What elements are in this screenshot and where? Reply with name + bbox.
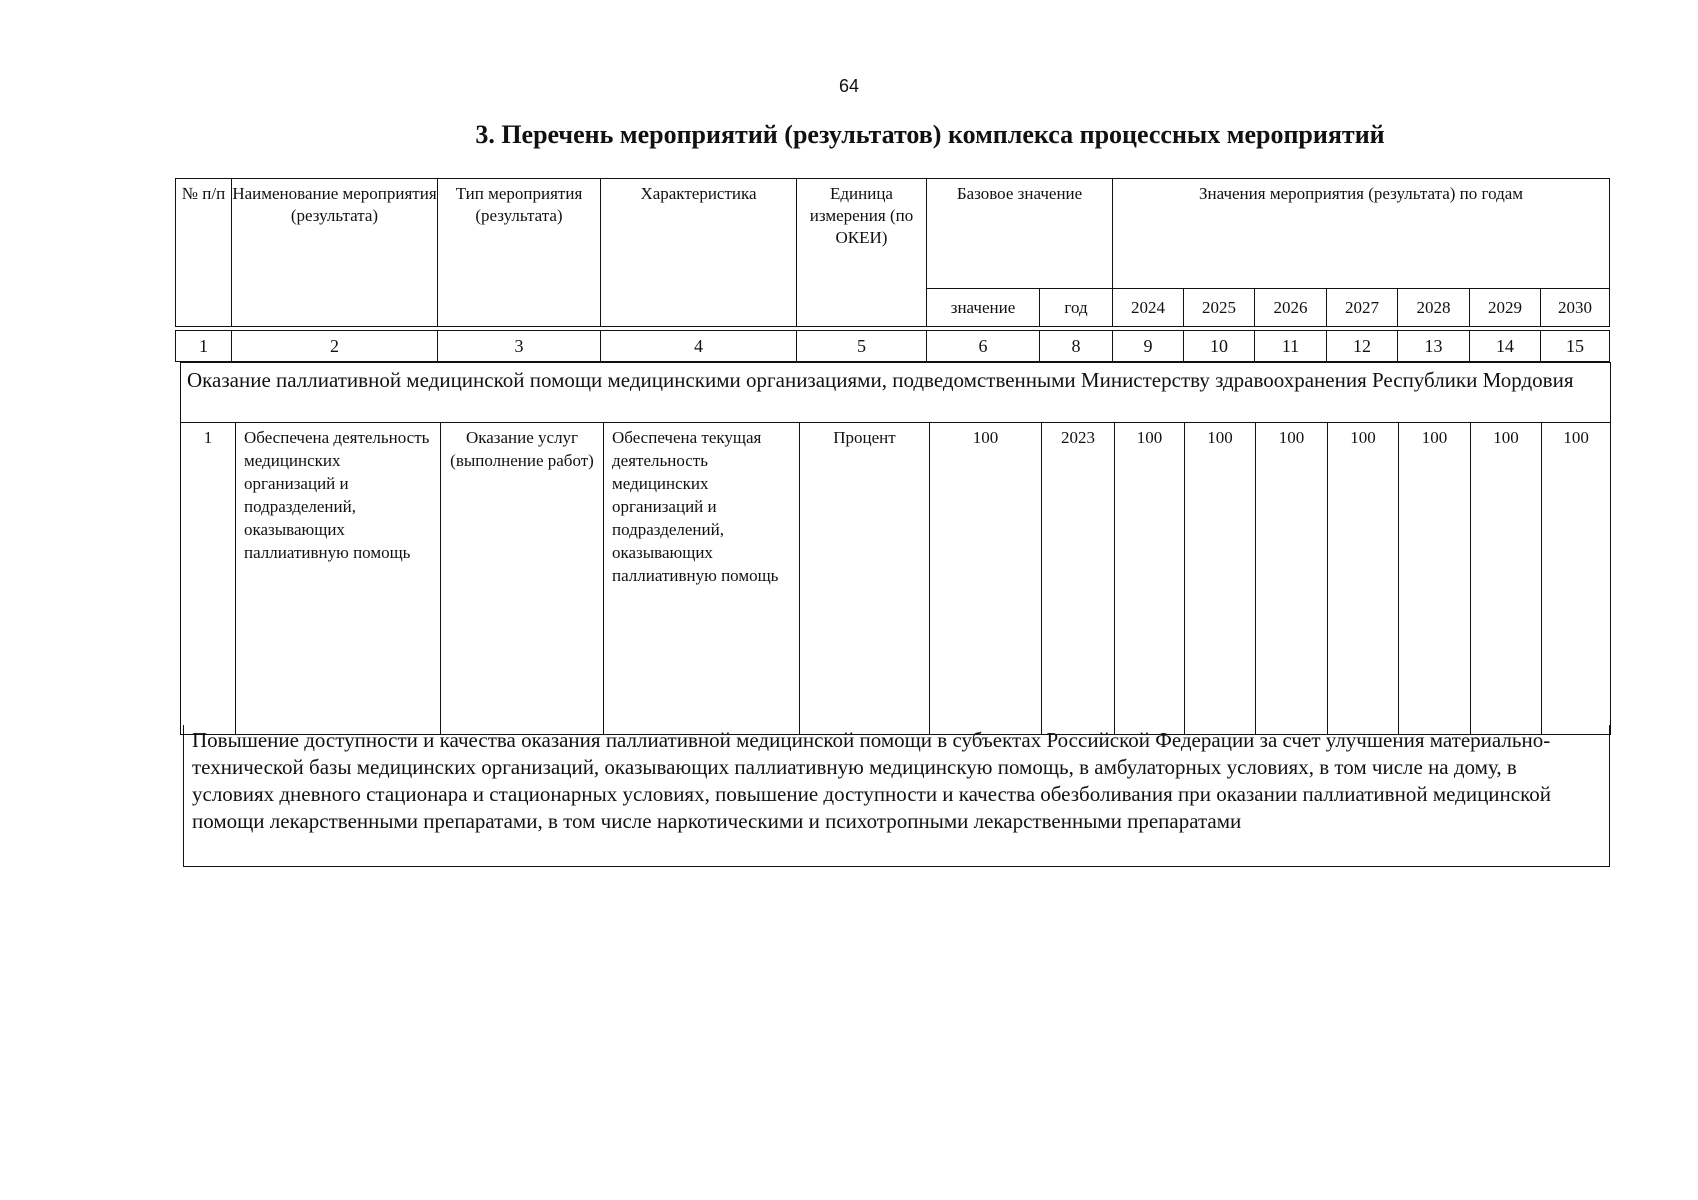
- header-year: 2024: [1113, 289, 1184, 327]
- column-number: 13: [1398, 331, 1470, 362]
- column-number: 6: [927, 331, 1040, 362]
- header-year: 2026: [1255, 289, 1327, 327]
- column-number: 2: [232, 331, 438, 362]
- column-number: 15: [1541, 331, 1610, 362]
- column-number: 9: [1113, 331, 1184, 362]
- header-num: № п/п: [176, 179, 232, 327]
- document-title: 3. Перечень мероприятий (результатов) комплекса процессных мероприятий: [475, 120, 1385, 149]
- table-header: [175, 178, 1610, 327]
- header-year: 2028: [1398, 289, 1470, 327]
- header-year: 2029: [1470, 289, 1541, 327]
- header-year: 2030: [1541, 289, 1610, 327]
- row-value-2030: 100: [1542, 423, 1611, 735]
- row-unit: Процент: [800, 423, 930, 735]
- row-value-2024: 100: [1115, 423, 1185, 735]
- row-num: 1: [181, 423, 236, 735]
- header-characteristic: Характеристика: [601, 179, 797, 327]
- row-characteristic: Обеспечена текущая деятельность медицинских организаций и подразделений, оказывающих паллиативную помощь: [604, 423, 800, 735]
- table-body: [180, 362, 1611, 735]
- row-value-2025: 100: [1185, 423, 1256, 735]
- header-year: 2027: [1327, 289, 1398, 327]
- header-year: 2025: [1184, 289, 1255, 327]
- column-number: 8: [1040, 331, 1113, 362]
- column-number: 12: [1327, 331, 1398, 362]
- header-base-sub-year: год: [1040, 289, 1113, 327]
- section-title: Оказание паллиативной медицинской помощи медицинскими организациями, подведомственными Министерству здравоохранения Республики Мордовия: [181, 363, 1611, 423]
- row-value-2026: 100: [1256, 423, 1328, 735]
- row-value-2028: 100: [1399, 423, 1471, 735]
- column-number: 4: [601, 331, 797, 362]
- row-type: Оказание услуг (выполнение работ): [441, 423, 604, 735]
- column-number: 14: [1470, 331, 1541, 362]
- header-type: Тип мероприятия (результата): [438, 179, 601, 327]
- column-number: 11: [1255, 331, 1327, 362]
- page-number: 64: [838, 76, 860, 96]
- section-title-2: Повышение доступности и качества оказания паллиативной медицинской помощи в субъектах Российской Федерации за счет улучшения материально-технической базы медицинских организаций, оказывающих паллиативную медицинскую помощь, в амбулаторных условиях, в том числе на дому, в условиях дневного стационара и стационарных условиях, повышение доступности и качества обезболивания при оказании паллиативной медицинской помощи лекарственными препаратами, в том числе наркотическими и психотропными лекарственными препаратами: [183, 725, 1610, 867]
- header-base-sub-value: значение: [927, 289, 1040, 327]
- column-number: 10: [1184, 331, 1255, 362]
- column-number: 5: [797, 331, 927, 362]
- column-number: 3: [438, 331, 601, 362]
- row-value-2027: 100: [1328, 423, 1399, 735]
- column-number: 1: [176, 331, 232, 362]
- header-name: Наименование мероприятия (результата): [232, 179, 438, 327]
- row-base-value: 100: [930, 423, 1042, 735]
- header-base-value: Базовое значение: [927, 179, 1113, 289]
- header-unit: Единица измерения (по ОКЕИ): [797, 179, 927, 327]
- column-numbers-row: [175, 330, 1610, 362]
- row-value-2029: 100: [1471, 423, 1542, 735]
- table-row: [181, 423, 1611, 735]
- header-yearly-values: Значения мероприятия (результата) по годам: [1113, 179, 1610, 289]
- row-name: Обеспечена деятельность медицинских организаций и подразделений, оказывающих паллиативную помощь: [236, 423, 441, 735]
- row-base-year: 2023: [1042, 423, 1115, 735]
